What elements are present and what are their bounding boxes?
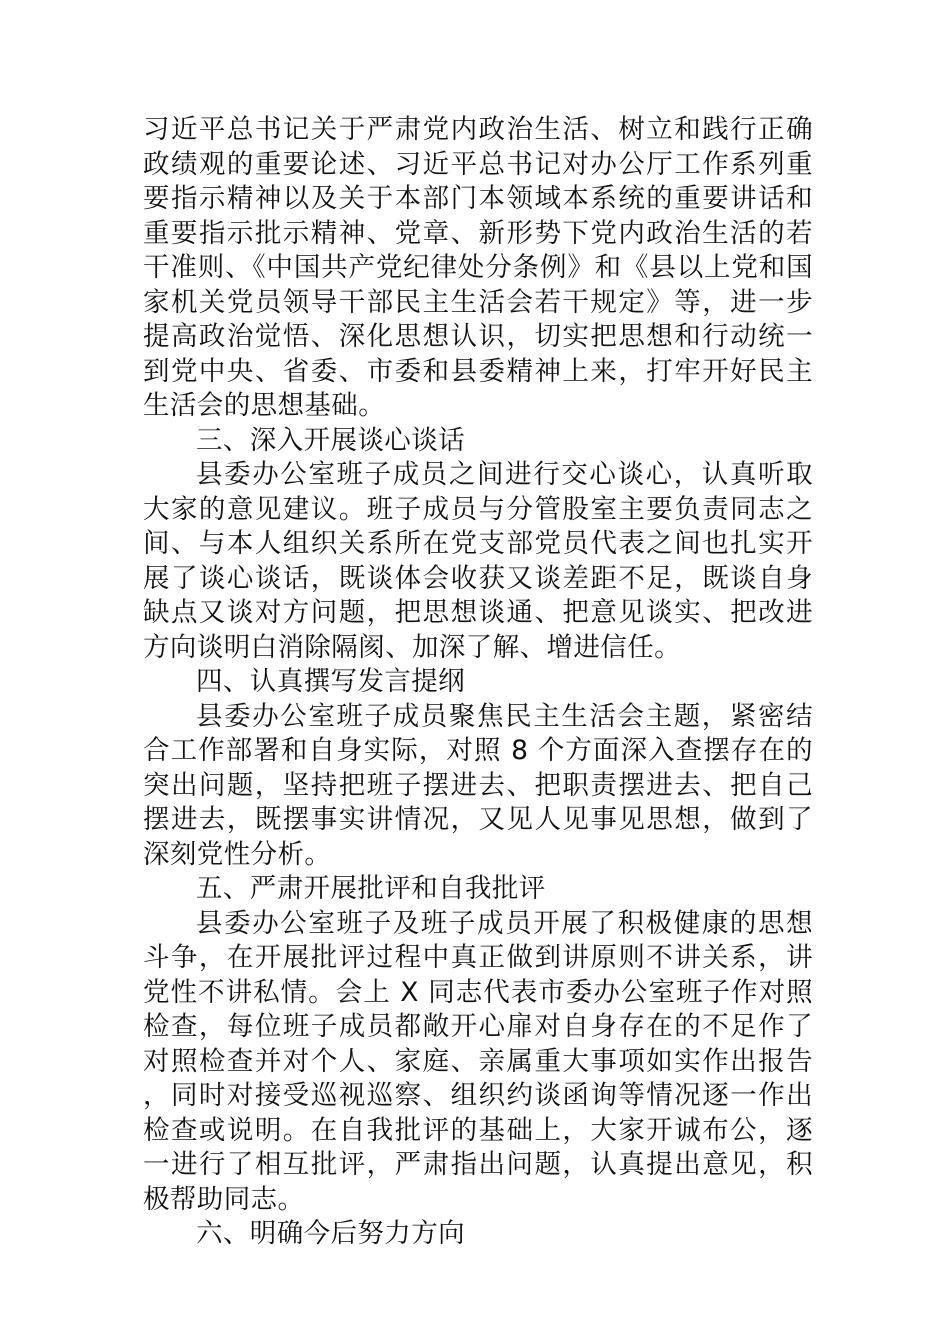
- section-heading-6: 六、明确今后努力方向: [196, 1218, 465, 1249]
- paragraph-continuation: 习近平总书记关于严肃党内政治生活、树立和践行正确政绩观的重要论述、习近平总书记对办公厅工作系列重要指示精神以及关于本部门本领域本系统的重要讲话和重要指示批示精神、党章、新形势下党内政治生活的若干准则、《中国共产党纪律处分条例》和《县以上党和国家机关党员领导干部民主生活会若干规定》等，进一步提高政治觉悟、深化思想认识，切实把思想和行动统一到党中央、省委、市委和县委精神上来，打牢开好民主生活会的思想基础。: [143, 114, 813, 421]
- paragraph-speech-outline: 县委办公室班子成员聚焦民主生活会主题，紧密结合工作部署和自身实际，对照 8 个方面深入查摆存在的突出问题，坚持把班子摆进去、把职责摆进去、把自己摆进去，既摆事实讲情况，又见人见事见思想，做到了深刻党性分析。: [143, 700, 813, 870]
- paragraph-heart-to-heart-talks: 县委办公室班子成员之间进行交心谈心，认真听取大家的意见建议。班子成员与分管股室主要负责同志之间、与本人组织关系所在党支部党员代表之间也扎实开展了谈心谈话，既谈体会收获又谈差距不足，既谈自身缺点又谈对方问题，把思想谈通、把意见谈实、把改进方向谈明白消除隔阂、加深了解、增进信任。: [143, 459, 813, 663]
- paragraph-criticism: 县委办公室班子及班子成员开展了积极健康的思想斗争，在开展批评过程中真正做到讲原则不讲关系，讲党性不讲私情。会上 X 同志代表市委办公室班子作对照检查，每位班子成员都敞开心扉对自身存在的不足作了对照检查并对个人、家庭、亲属重大事项如实作出报告，同时对接受巡视巡察、组织约谈函询等情况逐一作出检查或说明。在自我批评的基础上，大家开诚布公，逐一进行了相互批评，严肃指出问题，认真提出意见，积极帮助同志。: [143, 907, 813, 1215]
- section-heading-5: 五、严肃开展批评和自我批评: [196, 873, 546, 904]
- section-heading-3: 三、深入开展谈心谈话: [196, 424, 465, 456]
- document-body: [143, 113, 813, 1252]
- section-heading-4: 四、认真撰写发言提纲: [196, 666, 465, 697]
